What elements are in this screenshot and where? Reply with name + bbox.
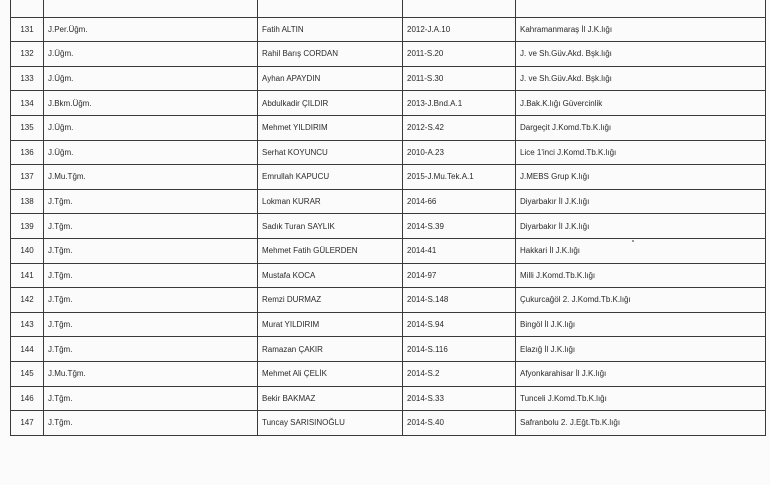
cell-registry: 2014-S.116 [403, 337, 516, 362]
cell-no: 132 [11, 42, 44, 67]
cell-name: Murat YILDIRIM [258, 312, 403, 337]
cell-name: Rahil Barış CORDAN [258, 42, 403, 67]
cell-no: 135 [11, 115, 44, 140]
table-row [11, 189, 766, 214]
cell-name: Remzi DURMAZ [258, 288, 403, 313]
cell-no: 131 [11, 17, 44, 42]
cell-unit: J.Bak.K.lığı Güvercinlik [516, 91, 766, 116]
cell-rank: J.Tğm. [44, 411, 258, 436]
cell-no: 146 [11, 386, 44, 411]
cell-no: 136 [11, 140, 44, 165]
cell-name: Lokman KURAR [258, 189, 403, 214]
cell-unit: Safranbolu 2. J.Eğt.Tb.K.lığı [516, 411, 766, 436]
cell-no: 144 [11, 337, 44, 362]
cell-rank: J.Tğm. [44, 238, 258, 263]
cell-rank: J.Mu.Tğm. [44, 361, 258, 386]
cell-rank: J.Per.Üğm. [44, 17, 258, 42]
cell-spacer [516, 0, 766, 17]
cell-spacer [44, 0, 258, 17]
table-row [11, 361, 766, 386]
cell-name: Mehmet Fatih GÜLERDEN [258, 238, 403, 263]
cell-registry: 2014-S.94 [403, 312, 516, 337]
cell-unit: Dargeçit J.Komd.Tb.K.lığı [516, 115, 766, 140]
table-row [11, 165, 766, 190]
cell-registry: 2012-J.A.10 [403, 17, 516, 42]
cell-name: Ramazan ÇAKIR [258, 337, 403, 362]
cell-registry: 2014-S.148 [403, 288, 516, 313]
cell-no: 141 [11, 263, 44, 288]
cell-unit: Diyarbakır İl J.K.lığı [516, 214, 766, 239]
table-row [11, 42, 766, 67]
cell-no: 145 [11, 361, 44, 386]
cell-unit: Tunceli J.Komd.Tb.K.lığı [516, 386, 766, 411]
cell-registry: 2014-S.39 [403, 214, 516, 239]
cell-name: Emrullah KAPUCU [258, 165, 403, 190]
cell-name: Sadık Turan SAYLIK [258, 214, 403, 239]
cell-name: Fatih ALTIN [258, 17, 403, 42]
table-row [11, 214, 766, 239]
cell-registry: 2014-97 [403, 263, 516, 288]
cell-unit: Milli J.Komd.Tb.K.lığı [516, 263, 766, 288]
cell-unit: Elazığ İl J.K.lığı [516, 337, 766, 362]
cell-rank: J.Tğm. [44, 263, 258, 288]
cell-registry: 2011-S.30 [403, 66, 516, 91]
cell-rank: J.Tğm. [44, 288, 258, 313]
cell-registry: 2014-S.40 [403, 411, 516, 436]
cell-rank: J.Üğm. [44, 66, 258, 91]
cell-name: Serhat KOYUNCU [258, 140, 403, 165]
cell-registry: 2012-S.42 [403, 115, 516, 140]
cell-unit: Afyonkarahisar İl J.K.lığı [516, 361, 766, 386]
cell-rank: J.Tğm. [44, 312, 258, 337]
cell-no: 138 [11, 189, 44, 214]
cell-no: 143 [11, 312, 44, 337]
cell-name: Abdulkadir ÇILDIR [258, 91, 403, 116]
cell-name: Mehmet YILDIRIM [258, 115, 403, 140]
table-row [11, 238, 766, 263]
cell-name: Ayhan APAYDIN [258, 66, 403, 91]
cell-registry: 2014-66 [403, 189, 516, 214]
cell-rank: J.Mu.Tğm. [44, 165, 258, 190]
table-row [11, 386, 766, 411]
cell-unit: J. ve Sh.Güv.Akd. Bşk.lığı [516, 42, 766, 67]
table-row [11, 411, 766, 436]
cell-unit: Bingöl İl J.K.lığı [516, 312, 766, 337]
table-row [11, 337, 766, 362]
cell-rank: J.Üğm. [44, 42, 258, 67]
cell-unit: Diyarbakır İl J.K.lığı [516, 189, 766, 214]
cell-no: 139 [11, 214, 44, 239]
table-row [11, 17, 766, 42]
scan-speck [632, 240, 634, 242]
cell-registry: 2013-J.Bnd.A.1 [403, 91, 516, 116]
cell-no: 147 [11, 411, 44, 436]
table-row [11, 312, 766, 337]
cell-registry: 2015-J.Mu.Tek.A.1 [403, 165, 516, 190]
cell-registry: 2014-S.2 [403, 361, 516, 386]
cell-name: Bekir BAKMAZ [258, 386, 403, 411]
cell-rank: J.Üğm. [44, 140, 258, 165]
cell-registry: 2010-A.23 [403, 140, 516, 165]
cell-spacer [403, 0, 516, 17]
personnel-table [10, 0, 766, 436]
cell-rank: J.Tğm. [44, 214, 258, 239]
cell-unit: Kahramanmaraş İl J.K.lığı [516, 17, 766, 42]
cell-rank: J.Tğm. [44, 386, 258, 411]
cell-unit: Lice 1'inci J.Komd.Tb.K.lığı [516, 140, 766, 165]
cell-no: 137 [11, 165, 44, 190]
cell-rank: J.Üğm. [44, 115, 258, 140]
table-row [11, 91, 766, 116]
cell-spacer [258, 0, 403, 17]
personnel-table-body [11, 0, 766, 435]
cell-unit: J. ve Sh.Güv.Akd. Bşk.lığı [516, 66, 766, 91]
cell-no: 133 [11, 66, 44, 91]
cell-registry: 2011-S.20 [403, 42, 516, 67]
table-row [11, 115, 766, 140]
cell-rank: J.Tğm. [44, 189, 258, 214]
cell-no: 142 [11, 288, 44, 313]
cell-registry: 2014-S.33 [403, 386, 516, 411]
cell-unit: J.MEBS Grup K.lığı [516, 165, 766, 190]
cell-unit: Çukurcağöl 2. J.Komd.Tb.K.lığı [516, 288, 766, 313]
table-row [11, 140, 766, 165]
cell-name: Mustafa KOCA [258, 263, 403, 288]
cell-no: 140 [11, 238, 44, 263]
table-row [11, 66, 766, 91]
table-row-spacer [11, 0, 766, 17]
cell-spacer [11, 0, 44, 17]
cell-name: Tuncay SARISINOĞLU [258, 411, 403, 436]
table-row [11, 263, 766, 288]
cell-name: Mehmet Ali ÇELİK [258, 361, 403, 386]
cell-rank: J.Bkm.Üğm. [44, 91, 258, 116]
table-row [11, 288, 766, 313]
cell-registry: 2014-41 [403, 238, 516, 263]
cell-unit: Hakkari İl J.K.lığı [516, 238, 766, 263]
cell-no: 134 [11, 91, 44, 116]
cell-rank: J.Tğm. [44, 337, 258, 362]
